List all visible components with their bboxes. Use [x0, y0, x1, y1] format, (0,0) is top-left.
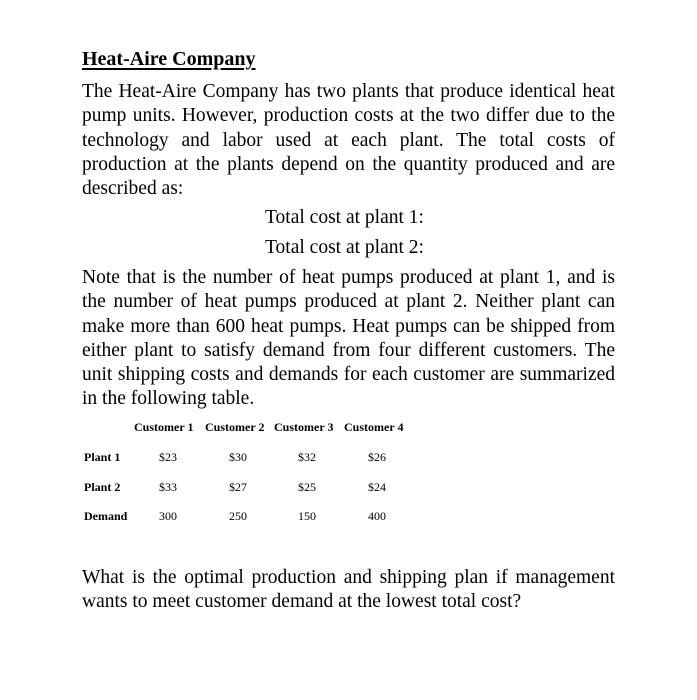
table-row-label-demand: Demand	[84, 509, 128, 523]
table-cell: 250	[229, 509, 247, 523]
table-row-label-plant-2: Plant 2	[84, 480, 121, 494]
table-cell: 300	[159, 509, 177, 523]
table-cell: 400	[368, 509, 386, 523]
table-cell: $30	[229, 450, 247, 464]
table-cell: $23	[159, 450, 177, 464]
table-cell: $26	[368, 450, 386, 464]
table-cell: $32	[298, 450, 316, 464]
question-paragraph: What is the optimal production and shipping plan if management wants to meet customer demand at the lowest total cost?	[82, 567, 615, 613]
plant-1-cost-formula: Total cost at plant 1:	[265, 207, 424, 228]
table-header-customer-4: Customer 4	[344, 420, 404, 434]
intro-paragraph: The Heat-Aire Company has two plants that produce identical heat pump units. However, production costs at the two differ due to the technology and labor used at each plant. The total costs of production at the plants depend on the quantity produced and are described as:	[82, 81, 615, 200]
table-header-customer-1: Customer 1	[134, 420, 194, 434]
table-cell: $27	[229, 480, 247, 494]
table-header-customer-3: Customer 3	[274, 420, 334, 434]
table-cell: $24	[368, 480, 386, 494]
document-title: Heat-Aire Company	[82, 48, 256, 70]
plant-2-cost-formula: Total cost at plant 2:	[265, 237, 424, 258]
table-cell: $25	[298, 480, 316, 494]
table-cell: $33	[159, 480, 177, 494]
table-row-label-plant-1: Plant 1	[84, 450, 121, 464]
table-header-customer-2: Customer 2	[205, 420, 265, 434]
table-cell: 150	[298, 509, 316, 523]
note-paragraph: Note that is the number of heat pumps produced at plant 1, and is the number of heat pumps produced at plant 2. Neither plant can make more than 600 heat pumps. Heat pumps can be shipped from either plant to satisfy demand from four different customers. The unit shipping costs and demands for each customer are summarized in the following table.	[82, 267, 615, 410]
